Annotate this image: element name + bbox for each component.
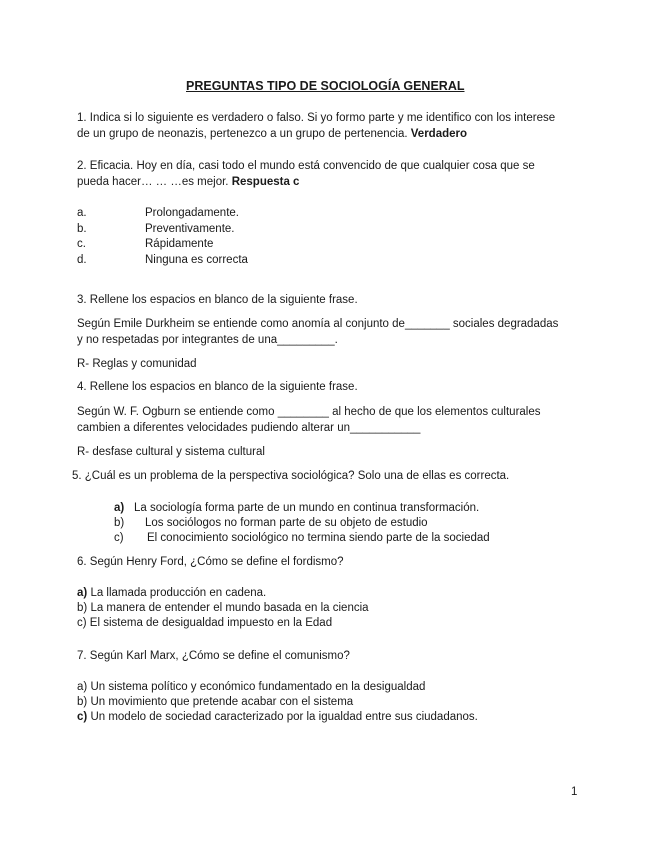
question-6-option-text: La manera de entender el mundo basada en la ciencia	[90, 602, 369, 614]
question-4-prompt: 4. Rellene los espacios en blanco de la siguiente frase.	[77, 381, 358, 393]
question-2-option-text: Ninguna es correcta	[145, 254, 248, 266]
question-3-line-2: y no respetadas por integrantes de una_________.	[77, 334, 338, 346]
question-6-option-letter: c)	[77, 617, 87, 629]
question-6-option	[77, 600, 369, 616]
question-5-option-letter: b)	[114, 517, 125, 529]
question-2-line-1: 2. Eficacia. Hoy en día, casi todo el mundo está convencido de que cualquier cosa que se	[77, 160, 535, 172]
question-6-prompt: 6. Según Henry Ford, ¿Cómo se define el fordismo?	[77, 556, 344, 568]
question-2-option-text: Rápidamente	[145, 238, 214, 250]
question-7-prompt: 7. Según Karl Marx, ¿Cómo se define el comunismo?	[77, 650, 350, 662]
question-2-option-text: Preventivamente.	[145, 223, 235, 235]
question-5-option-text: El conocimiento sociológico no termina siendo parte de la sociedad	[147, 532, 490, 544]
question-6-option-text: La llamada producción en cadena.	[90, 587, 267, 599]
question-7-option	[77, 679, 425, 695]
question-6-option	[77, 585, 266, 601]
question-2-line-2	[77, 174, 299, 190]
question-2-option-letter: d.	[77, 254, 87, 266]
question-7-option	[77, 694, 353, 710]
question-4-answer: R- desfase cultural y sistema cultural	[77, 446, 265, 458]
question-7-option-text: Un modelo de sociedad caracterizado por la igualdad entre sus ciudadanos.	[90, 711, 478, 723]
question-4-line-1: Según W. F. Ogburn se entiende como ________ al hecho de que los elementos culturales	[77, 406, 541, 418]
question-6-option-letter: a)	[77, 587, 88, 599]
question-7-option-letter: a)	[77, 681, 88, 693]
question-1-text: de un grupo de neonazis, pertenezco a un grupo de pertenencia.	[77, 128, 408, 140]
question-7-option-text: Un movimiento que pretende acabar con el sistema	[90, 696, 354, 708]
question-2-option-text: Prolongadamente.	[145, 207, 239, 219]
question-2-option-letter: a.	[77, 207, 87, 219]
question-6-option-text: El sistema de desigualdad impuesto en la Edad	[89, 617, 333, 629]
question-3-line-1: Según Emile Durkheim se entiende como anomía al conjunto de_______ sociales degradadas	[77, 318, 559, 330]
question-5-prompt: 5. ¿Cuál es un problema de la perspectiva sociológica? Solo una de ellas es correcta.	[72, 470, 510, 482]
question-3-answer: R- Reglas y comunidad	[77, 358, 197, 370]
question-5-option-text: Los sociólogos no forman parte de su objeto de estudio	[145, 517, 428, 529]
question-1-answer: Verdadero	[410, 128, 468, 140]
question-5-option-letter: a)	[114, 502, 125, 514]
question-2-option-letter: b.	[77, 223, 87, 235]
question-6-option-letter: b)	[77, 602, 88, 614]
question-3-prompt: 3. Rellene los espacios en blanco de la siguiente frase.	[77, 294, 358, 306]
question-2-answer: Respuesta c	[231, 176, 300, 188]
question-7-option-text: Un sistema político y económico fundamentado en la desigualdad	[90, 681, 426, 693]
question-2-text: pueda hacer… … …es mejor.	[77, 176, 229, 188]
document-title: PREGUNTAS TIPO DE SOCIOLOGÍA GENERAL	[186, 79, 465, 93]
question-1-line-2	[77, 126, 467, 142]
question-7-option	[77, 709, 478, 725]
question-7-option-letter: b)	[77, 696, 88, 708]
question-5-option-text: La sociología forma parte de un mundo en continua transformación.	[134, 502, 480, 514]
question-1-line-1: 1. Indica si lo siguiente es verdadero o falso. Si yo formo parte y me identifico con los interese	[77, 112, 556, 124]
page-number: 1	[571, 786, 578, 798]
question-2-option-letter: c.	[77, 238, 86, 250]
question-4-line-2: cambien a diferentes velocidades pudiendo alterar un___________	[77, 422, 421, 434]
question-5-option-letter: c)	[114, 532, 124, 544]
question-7-option-letter: c)	[77, 711, 88, 723]
question-6-option	[77, 615, 332, 631]
